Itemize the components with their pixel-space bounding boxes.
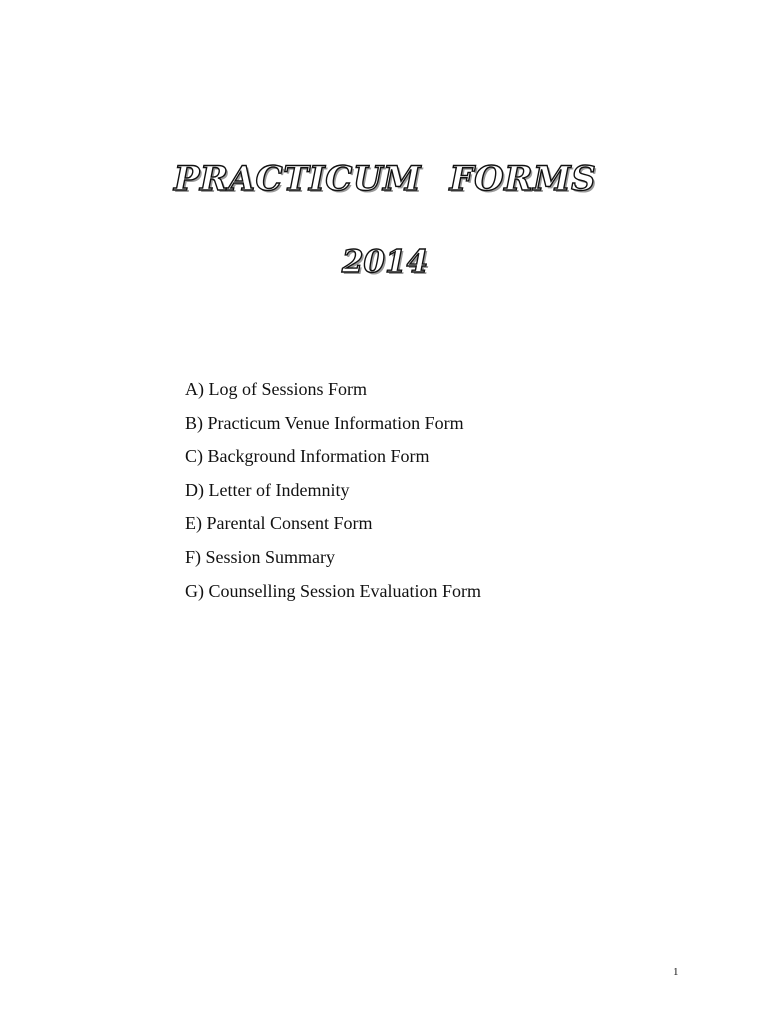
list-item: C) Background Information Form: [185, 446, 430, 467]
list-item: F) Session Summary: [185, 546, 336, 567]
forms-list: [185, 373, 481, 608]
list-item: A) Log of Sessions Form: [185, 379, 368, 399]
document-title: PRACTICUM FORMS: [173, 159, 597, 199]
list-item: B) Practicum Venue Information Form: [185, 412, 464, 433]
list-item: G) Counselling Session Evaluation Form: [185, 580, 481, 601]
page-number: 1: [673, 966, 679, 978]
document-year: 2014: [341, 244, 429, 280]
list-item: D) Letter of Indemnity: [185, 479, 350, 500]
list-item: E) Parental Consent Form: [185, 513, 373, 534]
